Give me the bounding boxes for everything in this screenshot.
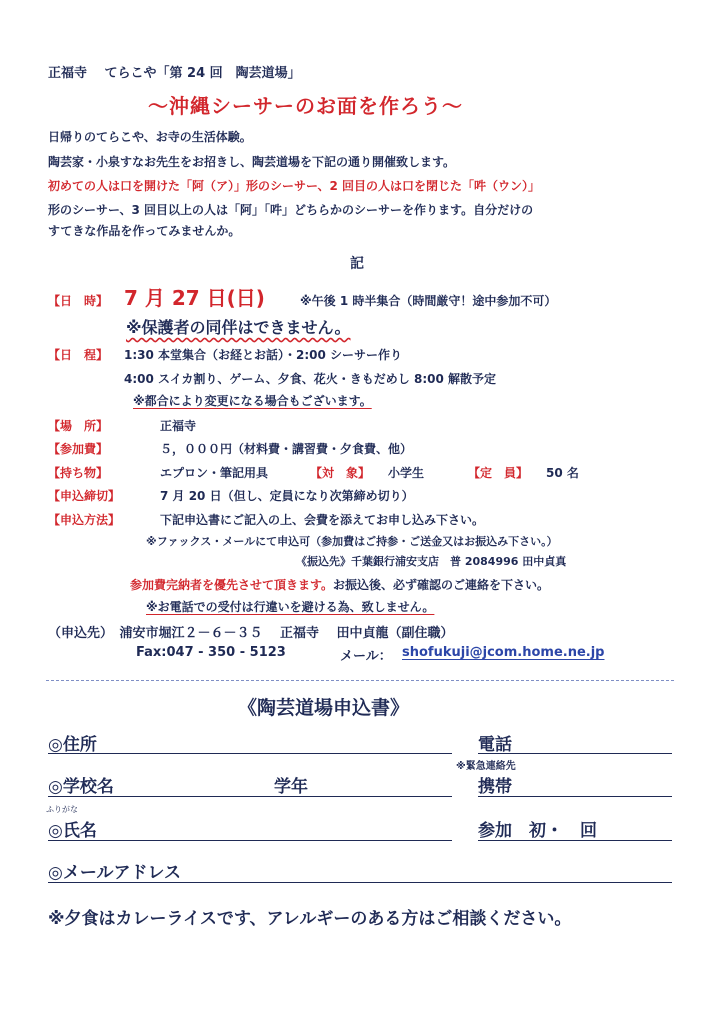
page-title: ～沖縄シーサーのお面を作ろう～ — [148, 94, 463, 118]
datetime-label: 【日 時】 — [48, 294, 109, 308]
participation-field[interactable] — [478, 840, 672, 841]
method-label: 【申込方法】 — [48, 513, 121, 527]
email-link[interactable]: shofukuji@jcom.home.ne.jp — [402, 645, 605, 660]
fee-value: ５，０００円（材料費・講習費・夕食費、他） — [160, 442, 413, 456]
schedule-line-2: 4:00 スイカ割り、ゲーム、夕食、花火・きもだめし 8:00 解散予定 — [124, 372, 496, 386]
address-label: ◎住所 — [48, 735, 97, 755]
priority-note — [130, 576, 549, 593]
dinner-note: ※夕食はカレーライスです、アレルギーのある方はご相談ください。 — [48, 909, 572, 929]
schedule-note: ※都合により変更になる場合もございます。 — [133, 394, 372, 408]
priority-note-red: 参加費完納者を優先させて頂きます。 — [130, 578, 334, 592]
form-title: 《陶芸道場申込書》 — [238, 697, 410, 719]
intro-line-2: 陶芸家・小泉すなお先生をお招きし、陶芸道場を下記の通り開催致します。 — [48, 155, 456, 169]
address-field[interactable] — [48, 753, 452, 754]
furigana-label: ふりがな — [46, 805, 78, 814]
intro-line-5: すてきな作品を作ってみませんか。 — [48, 224, 241, 238]
schedule-line-1: 1:30 本堂集合（お経とお話）・2:00 シーサー作り — [124, 348, 403, 362]
deadline-label: 【申込締切】 — [48, 489, 121, 503]
capacity-value: 50 名 — [546, 466, 579, 480]
participation-label: 参加 初・ 回 — [478, 821, 597, 841]
grade-label: 学年 — [274, 777, 308, 797]
mobile-field[interactable] — [478, 796, 672, 797]
header-line: 正福寺 てらこや「第 24 回 陶芸道場」 — [48, 66, 301, 81]
target-label: 【対 象】 — [310, 466, 371, 480]
email-field[interactable] — [48, 882, 672, 883]
fax-number: Fax:047 - 350 - 5123 — [136, 645, 286, 660]
name-field[interactable] — [48, 840, 452, 841]
capacity-label: 【定 員】 — [468, 466, 529, 480]
datetime-note: ※午後 1 時半集合（時間厳守！途中参加不可） — [300, 294, 557, 308]
email-label: ◎メールアドレス — [48, 863, 181, 883]
method-value: 下記申込書にご記入の上、会費を添えてお申し込み下さい。 — [160, 513, 485, 527]
ki-heading: 記 — [350, 256, 364, 272]
target-value: 小学生 — [388, 466, 425, 480]
schedule-label: 【日 程】 — [48, 348, 109, 362]
school-label: ◎学校名 — [48, 777, 114, 797]
mail-label: メール： — [340, 649, 392, 664]
name-label: ◎氏名 — [48, 821, 97, 841]
deadline-value: 7 月 20 日（但し、定員になり次第締め切り） — [160, 489, 414, 503]
guardian-note: ※保護者の同伴はできません。 — [126, 318, 351, 337]
method-note: ※ファックス・メールにて申込可（参加費はご持参・ご送金又はお振込み下さい。） — [146, 535, 558, 548]
intro-line-3: 初めての人は口を開けた「阿（ア）」形のシーサー、2 回目の人は口を閉じた「吽（ウン）」 — [48, 179, 541, 193]
items-value: エプロン・筆記用具 — [160, 466, 269, 480]
phone-field[interactable] — [478, 753, 672, 754]
phone-label: 電話 — [478, 735, 512, 755]
fee-label: 【参加費】 — [48, 442, 109, 456]
phone-note: ※お電話での受付は行違いを避ける為、致しません。 — [146, 600, 435, 614]
mobile-label: 携帯 — [478, 777, 512, 797]
applicant-address: （申込先） 浦安市堀江２－６－３５ 正福寺 田中貞龍（副住職） — [48, 626, 454, 641]
place-label: 【場 所】 — [48, 419, 109, 433]
event-date: 7 月 27 日(日) — [124, 286, 265, 310]
bank-info: 《振込先》千葉銀行浦安支店 普 2084996 田中貞真 — [296, 555, 567, 568]
emergency-label: ※緊急連絡先 — [456, 761, 516, 772]
place-value: 正福寺 — [160, 419, 197, 433]
school-field[interactable] — [48, 796, 452, 797]
intro-line-1: 日帰りのてらこや、お寺の生活体験。 — [48, 130, 252, 144]
items-label: 【持ち物】 — [48, 466, 109, 480]
intro-line-4: 形のシーサー、3 回目以上の人は「阿」「吽」どちらかのシーサーを作ります。自分だけの — [48, 203, 534, 217]
priority-note-navy: お振込後、必ず確認のご連絡を下さい。 — [333, 578, 550, 592]
cut-line-divider — [46, 680, 674, 681]
